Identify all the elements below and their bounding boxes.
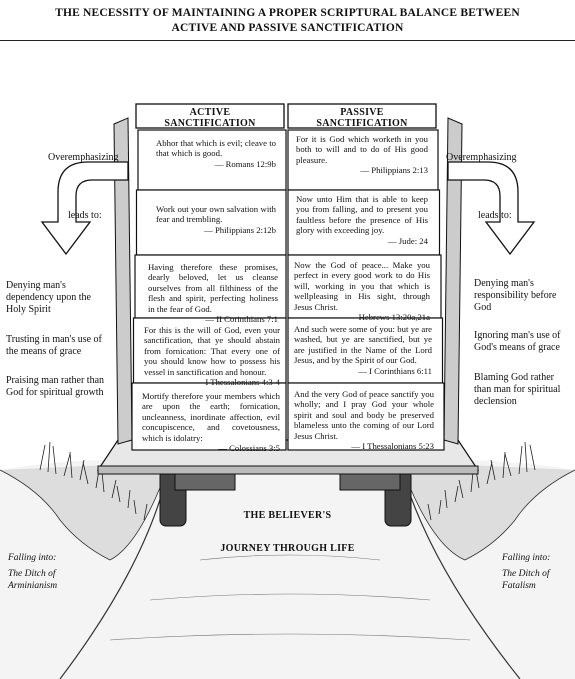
road [0,460,575,679]
card-text: Now the God of peace... Make you perfect in every good work to do His will, working in you that which is wellpleasing in His sight, through Jesus Christ. [294,260,430,312]
left-result: Trusting in man's use of the means of grace [6,334,102,357]
card-text: And such were some of you: but ye are washed, but ye are sanctified, but ye are justified in the Name of the Lord Jesus, and by the Spirit of our God. [294,324,432,366]
card-reference: — I Corinthians 6:11 [358,365,432,376]
active-card [144,325,280,387]
active-heading-line-1: ACTIVE [189,107,231,118]
left-result: Praising man rather than God for spiritual growth [6,375,105,398]
right-result: Ignoring man's use of God's means of grace [474,330,561,353]
active-heading [138,107,282,129]
title-line-2: ACTIVE AND PASSIVE SANCTIFICATION [171,22,404,34]
passive-heading [290,107,434,129]
card-reference: — Jude: 24 [387,235,428,246]
active-heading-line-2: SANCTIFICATION [164,118,256,129]
ditch-right-prefix: Falling into: [502,553,551,563]
card-reference: — Romans 12:9b [214,158,276,169]
passive-card [296,134,428,176]
passive-card [296,194,428,246]
journey-line-1: THE BELIEVER'S [243,510,332,521]
passive-heading-line-2: SANCTIFICATION [316,118,408,129]
card-text: Work out your own salvation with fear and trembling. [156,204,276,225]
card-reference: — I Thessalonians 5:23 [351,441,434,452]
ditch-left-name: The Ditch of Arminianism [8,569,58,591]
active-card [148,262,278,324]
active-card [156,138,276,169]
card-reference: — I Thessalonians 4:3-4 [194,377,280,388]
passive-card [294,389,434,451]
card-reference: — Philippians 2:12b [204,224,276,235]
ditch-right [502,552,568,592]
active-card [156,204,276,235]
passive-card [294,260,430,322]
ditch-right-name: The Ditch of Fatalism [502,569,550,591]
right-result: Blaming God rather than man for spiritual declension [474,372,561,407]
card-text: Having therefore these promises, dearly beloved, let us cleanse ourselves from all filthiness of the flesh and spirit, perfecting holiness in the fear of God. [148,262,278,314]
left-result: Denying man's dependency upon the Holy Spirit [6,280,91,315]
card-text: And the very God of peace sanctify you wholly; and I pray God your whole spirit and soul and body be preserved blameless unto the coming of our Lord Jesus Christ. [294,389,434,441]
card-text: Mortify therefore your members which are upon the earth; fornication, uncleanness, inordinate affection, evil concupiscence, and covetousness, which is idolatry: [142,391,280,443]
card-text: Abhor that which is evil; cleave to that which is good. [156,138,276,159]
active-card [142,391,280,453]
ditch-left-prefix: Falling into: [8,553,57,563]
ditch-left [8,552,78,592]
left-arrow-label-top: Overemphasizing [48,152,119,163]
right-result: Denying man's responsibility before God [474,278,557,313]
card-text: For this is the will of God, even your sanctification, that ye should abstain from fornication: That every one of you should know how to possess his vessel in sanctification and honour. [144,325,280,377]
right-arrow-label-bottom: leads to: [478,210,512,221]
passive-heading-line-1: PASSIVE [340,107,384,118]
passive-card [294,324,432,376]
card-reference: — II Corinthians 7:1 [205,314,278,325]
left-arrow-label-bottom: leads to: [68,210,102,221]
title-line-1: THE NECESSITY OF MAINTAINING A PROPER SCRIPTURAL BALANCE BETWEEN [55,7,520,19]
card-reference: — Colossians 3:5 [218,443,280,454]
card-text: For it is God which worketh in you both to will and to do of His good pleasure. [296,134,428,165]
journey-line-2: JOURNEY THROUGH LIFE [220,543,355,554]
card-reference: — Hebrews 13:20a,21a [347,312,430,323]
card-reference: — Philippians 2:13 [360,165,428,176]
right-arrow-label-top: Overemphasizing [446,152,517,163]
card-text: Now unto Him that is able to keep you from falling, and to present you faultless before the presence of His glory with exceeding joy. [296,194,428,236]
